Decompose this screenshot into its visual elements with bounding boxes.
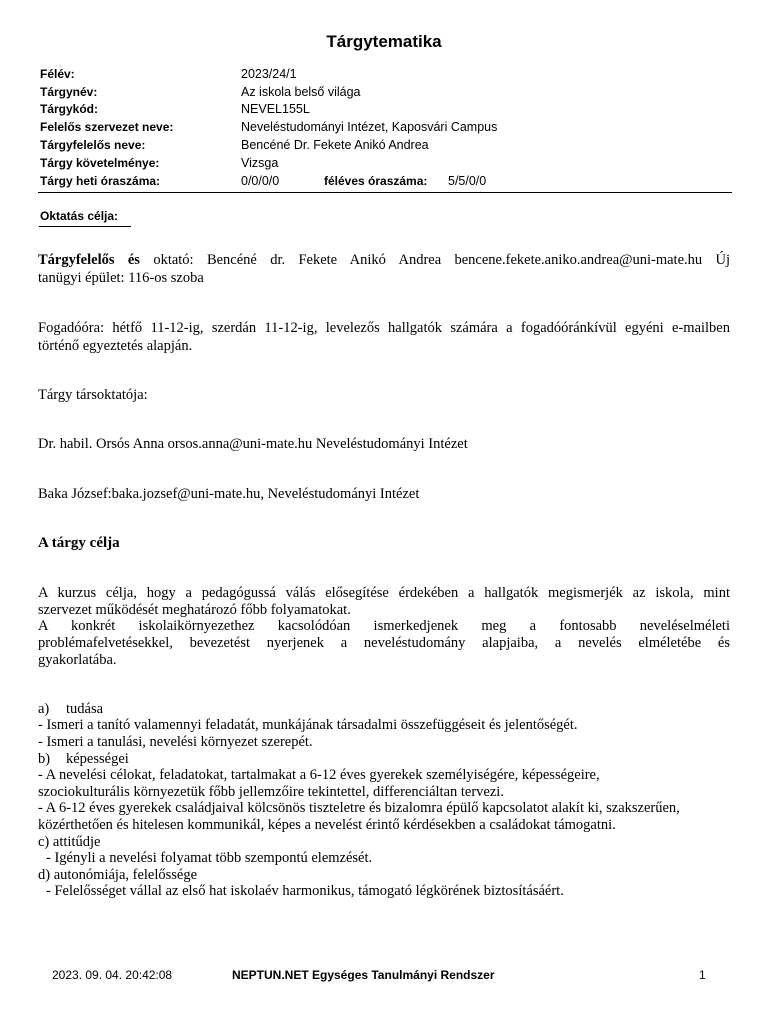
requirement-value: Vizsga xyxy=(241,156,279,170)
footer-system-name: NEPTUN.NET Egységes Tanulmányi Rendszer xyxy=(232,968,495,982)
knowledge-item-2: - Ismeri a tanulási, nevelési környezet szerepét. xyxy=(38,734,313,750)
skills-title: képességei xyxy=(66,751,129,767)
responsible-label: Tárgyfelelős neve: xyxy=(40,138,146,152)
co-instructor-label: Tárgy társoktatója: xyxy=(38,387,148,403)
page-title: Tárgytematika xyxy=(326,32,442,51)
requirement-label: Tárgy követelménye: xyxy=(40,156,160,170)
course-name-label: Tárgynév: xyxy=(40,85,98,99)
goal-line4: problémafelvetésekkel, bevezetést nyerjenek a neveléstudomány alapjaiba, a nevelés elméletébe és xyxy=(38,635,730,651)
responsible-value: Bencéné Dr. Fekete Anikó Andrea xyxy=(241,138,429,152)
co-instructor-1: Dr. habil. Orsós Anna orsos.anna@uni-mate.hu Neveléstudományi Intézet xyxy=(38,436,468,452)
footer-timestamp: 2023. 09. 04. 20:42:08 xyxy=(52,968,173,982)
course-code-value: NEVEL155L xyxy=(241,102,310,116)
skills-item-2b: közérthetően és hitelesen kommunikál, képes a nevelést érintő kérdésekben a családokat támogatni. xyxy=(38,817,616,833)
weekly-hours-value: 0/0/0/0 xyxy=(241,174,280,188)
office-hours-line1: Fogadóóra: hétfő 11-12-ig, szerdán 11-12-ig, levelezős hallgatók számára a fogadóóránkívül egyéni e-mailben xyxy=(38,320,730,336)
office-hours-line2: történő egyeztetés alapján. xyxy=(38,338,193,354)
attitude-item-1: - Igényli a nevelési folyamat több szempontú elemzését. xyxy=(46,850,373,866)
course-name-value: Az iskola belső világa xyxy=(241,85,361,99)
knowledge-title: tudása xyxy=(66,701,104,717)
goal-line2: szervezet működését meghatározó főbb folyamatokat. xyxy=(38,602,351,618)
goal-heading: A tárgy célja xyxy=(38,535,120,551)
autonomy-title: d) autonómiája, felelőssége xyxy=(38,867,198,883)
semester-label: Félév: xyxy=(40,67,75,81)
semester-hours-value: 5/5/0/0 xyxy=(448,174,487,188)
instructor-paragraph-line1: Tárgyfelelős és oktató: Bencéné dr. Fekete Anikó Andrea bencene.fekete.aniko.andrea@uni-mate.hu Új xyxy=(38,252,730,268)
semester-value: 2023/24/1 xyxy=(241,67,297,81)
knowledge-item-1: - Ismeri a tanító valamennyi feladatát, munkájának társadalmi összefüggéseit és jelentőségét. xyxy=(38,717,578,733)
skills-item-1a: - A nevelési célokat, feladatokat, tartalmakat a 6-12 éves gyerekek személyiségére, képességeire, xyxy=(38,767,600,783)
section-underline xyxy=(39,226,131,227)
co-instructor-2: Baka József:baka.jozsef@uni-mate.hu, Neveléstudományi Intézet xyxy=(38,486,420,502)
section-heading: Oktatás célja: xyxy=(40,209,119,223)
skills-item-1b: szociokulturális környezetük főbb jellemzőire tekintettel, differenciáltan tervezi. xyxy=(38,784,504,800)
knowledge-marker: a) xyxy=(38,701,50,717)
goal-line1: A kurzus célja, hogy a pedagógussá válás elősegítése érdekében a hallgatók megismerjék az iskola, mint xyxy=(38,585,730,601)
divider xyxy=(38,192,732,193)
semester-hours-label: féléves óraszáma: xyxy=(324,174,428,188)
goal-line5: gyakorlatába. xyxy=(38,652,117,668)
footer-page-number: 1 xyxy=(699,968,706,982)
goal-line3: A konkrét iskolaikörnyezethez kacsolódóan ismerkedjenek meg a fontosabb neveléselméleti xyxy=(38,618,730,634)
weekly-hours-label: Tárgy heti óraszáma: xyxy=(40,174,161,188)
instructor-paragraph-line2: tanügyi épület: 116-os szoba xyxy=(38,270,204,286)
course-code-label: Tárgykód: xyxy=(40,102,99,116)
instructor-bold: Tárgyfelelős és xyxy=(38,252,140,268)
autonomy-item-1: - Felelősséget vállal az első hat iskolaév harmonikus, támogató légkörének biztosításáért. xyxy=(46,883,564,899)
organization-value: Neveléstudományi Intézet, Kaposvári Campus xyxy=(241,120,498,134)
skills-marker: b) xyxy=(38,751,51,767)
attitude-title: c) attitűdje xyxy=(38,834,101,850)
skills-item-2a: - A 6-12 éves gyerekek családjaival kölcsönös tiszteletre és bizalomra épülő kapcsolatot alakít ki, szakszerűen, xyxy=(38,800,680,816)
organization-label: Felelős szervezet neve: xyxy=(40,120,174,134)
